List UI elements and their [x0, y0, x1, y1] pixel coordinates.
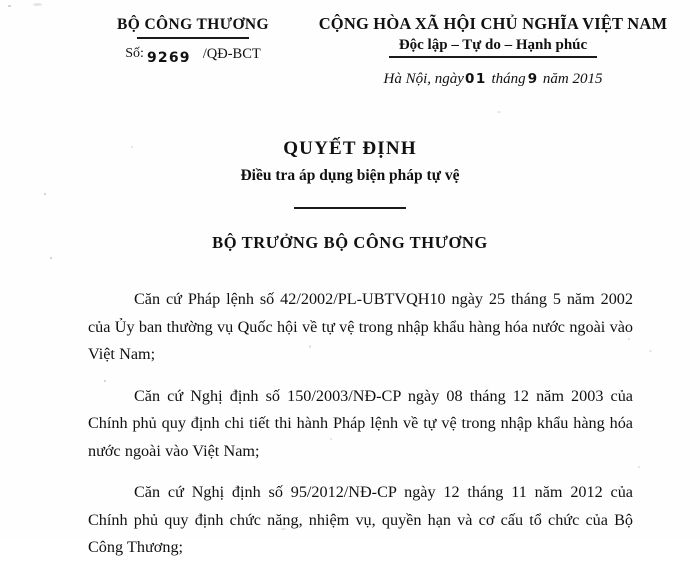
decision-title: QUYẾT ĐỊNH: [283, 138, 417, 159]
date-month-label: tháng: [491, 71, 526, 87]
issuing-organization-name: BỘ CÔNG THƯƠNG: [116, 16, 269, 33]
document-number-line: [62, 47, 324, 64]
date-day-value: 01: [464, 71, 487, 87]
document-number-suffix: /QĐ-BCT: [202, 46, 261, 62]
date-year-value: 2015: [572, 71, 603, 87]
legal-basis-paragraph: Căn cứ Nghị định số 150/2003/NĐ-CP ngày 08 tháng 12 năm 2003 của Chính phủ quy định chi tiết thi hành Pháp lệnh về tự vệ trong nhập khẩu hàng hóa nước ngoài vào Việt Nam;: [88, 386, 633, 460]
scan-speck: [638, 466, 640, 468]
decision-title-block: [0, 138, 700, 209]
national-heading-block: [300, 14, 686, 88]
place-and-date-line: [300, 71, 686, 88]
document-number-value: 9269: [146, 50, 191, 66]
date-year-label: năm: [542, 71, 569, 87]
organization-underline-rule: [137, 37, 249, 39]
national-title: CỘNG HÒA XÃ HỘI CHỦ NGHĨA VIỆT NAM: [318, 14, 668, 33]
scan-speck: [50, 257, 52, 259]
title-separator-rule: [294, 207, 406, 209]
legal-basis-paragraph: Căn cứ Pháp lệnh số 42/2002/PL-UBTVQH10 ngày 25 tháng 5 năm 2002 của Ủy ban thường vụ Quốc hội về tự vệ trong nhập khẩu hàng hóa nước ngoài vào Việt Nam;: [88, 290, 633, 363]
document-body: [88, 286, 633, 562]
scan-speck: [649, 350, 652, 352]
document-number-label: Số:: [125, 46, 144, 61]
national-motto: Độc lập – Tự do – Hạnh phúc: [398, 37, 588, 53]
motto-underline-rule: [389, 56, 597, 58]
issuing-authority: BỘ TRƯỞNG BỘ CÔNG THƯƠNG: [212, 233, 488, 252]
decision-subtitle: Điều tra áp dụng biện pháp tự vệ: [240, 167, 460, 184]
date-month-value: 9: [527, 71, 538, 87]
document-header: [0, 0, 700, 125]
issuing-organization-block: [62, 16, 324, 64]
legal-basis-paragraph: Căn cứ Nghị định số 95/2012/NĐ-CP ngày 12 tháng 11 năm 2012 của Chính phủ quy định chức năng, nhiệm vụ, quyền hạn và cơ cấu tổ chức của Bộ Công Thương;: [88, 483, 633, 556]
date-place-prefix: Hà Nội, ngày: [383, 71, 464, 87]
